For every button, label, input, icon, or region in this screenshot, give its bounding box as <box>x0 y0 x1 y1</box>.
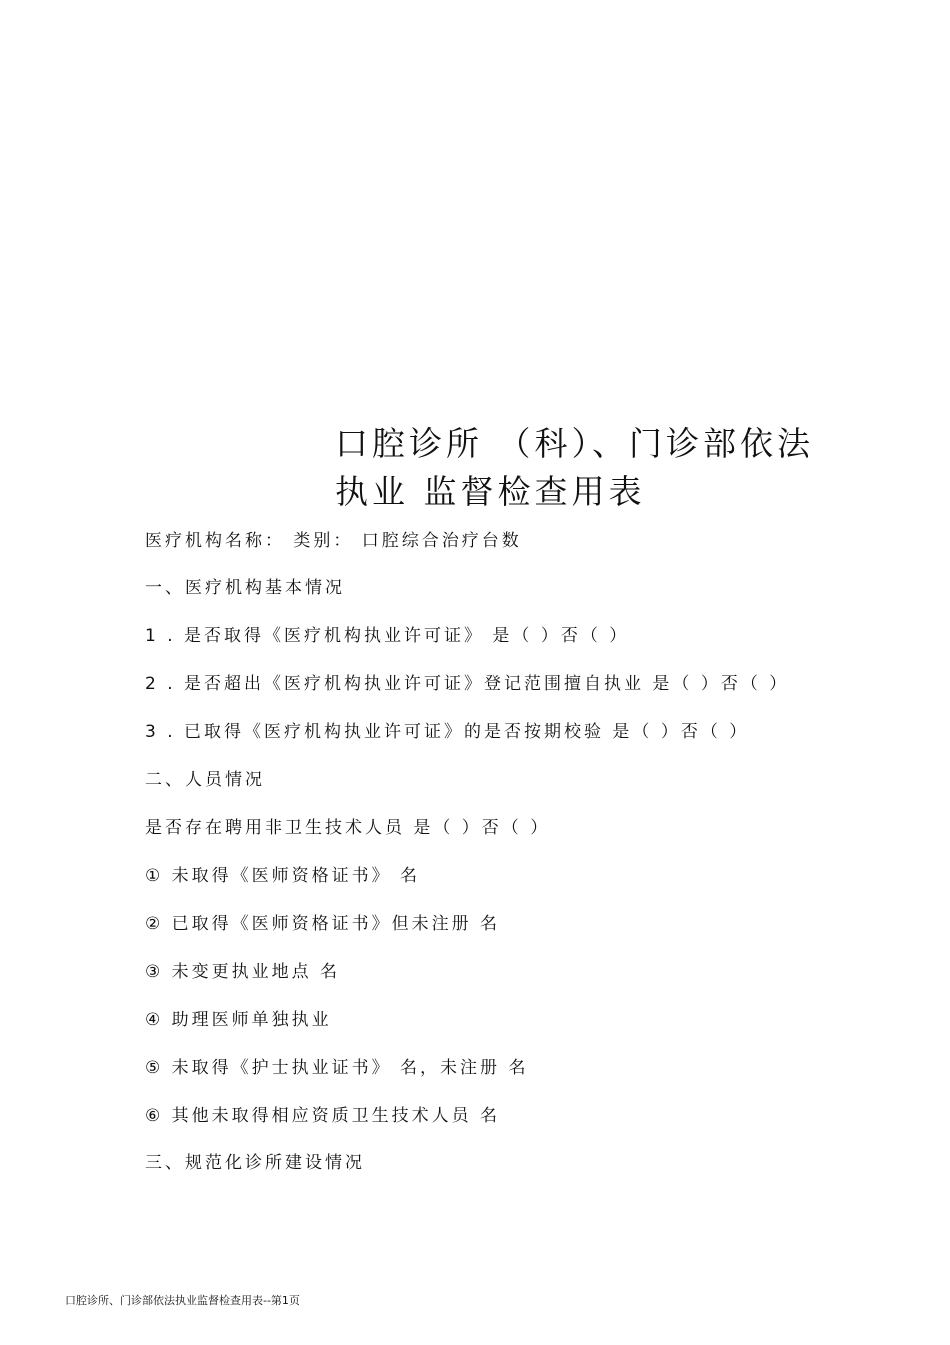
item-scope-exceeded: 2 . 是否超出《医疗机构执业许可证》登记范围擅自执业 是（ ）否（ ） <box>145 674 790 694</box>
personnel-item-1: ① 未取得《医师资格证书》 名 <box>145 866 421 886</box>
personnel-item-6: ⑥ 其他未取得相应资质卫生技术人员 名 <box>145 1106 501 1126</box>
institution-info-line: 医疗机构名称： 类别： 口腔综合治疗台数 <box>145 531 522 551</box>
item-license-verified: 3 . 已取得《医疗机构执业许可证》的是否按期校验 是（ ）否（ ） <box>145 722 750 742</box>
personnel-item-4: ④ 助理医师单独执业 <box>145 1010 332 1030</box>
personnel-item-3: ③ 未变更执业地点 名 <box>145 962 341 982</box>
personnel-item-5: ⑤ 未取得《护士执业证书》 名，未注册 名 <box>145 1058 529 1078</box>
title-line-2: 执业 监督检查用表 <box>335 472 646 511</box>
page-footer: 口腔诊所、门诊部依法执业监督检查用表--第1页 <box>65 1294 300 1307</box>
title-line-1: 口腔诊所 （科）、门诊部依法 <box>335 424 814 463</box>
section-heading-standardization: 三、规范化诊所建设情况 <box>145 1153 365 1173</box>
personnel-item-2: ② 已取得《医师资格证书》但未注册 名 <box>145 914 501 934</box>
section-heading-basic: 一、医疗机构基本情况 <box>145 578 345 598</box>
item-license-obtained: 1 . 是否取得《医疗机构执业许可证》 是（ ）否（ ） <box>145 626 630 646</box>
section-heading-personnel: 二、人员情况 <box>145 770 265 790</box>
item-non-technical-staff: 是否存在聘用非卫生技术人员 是（ ）否（ ） <box>145 818 551 838</box>
